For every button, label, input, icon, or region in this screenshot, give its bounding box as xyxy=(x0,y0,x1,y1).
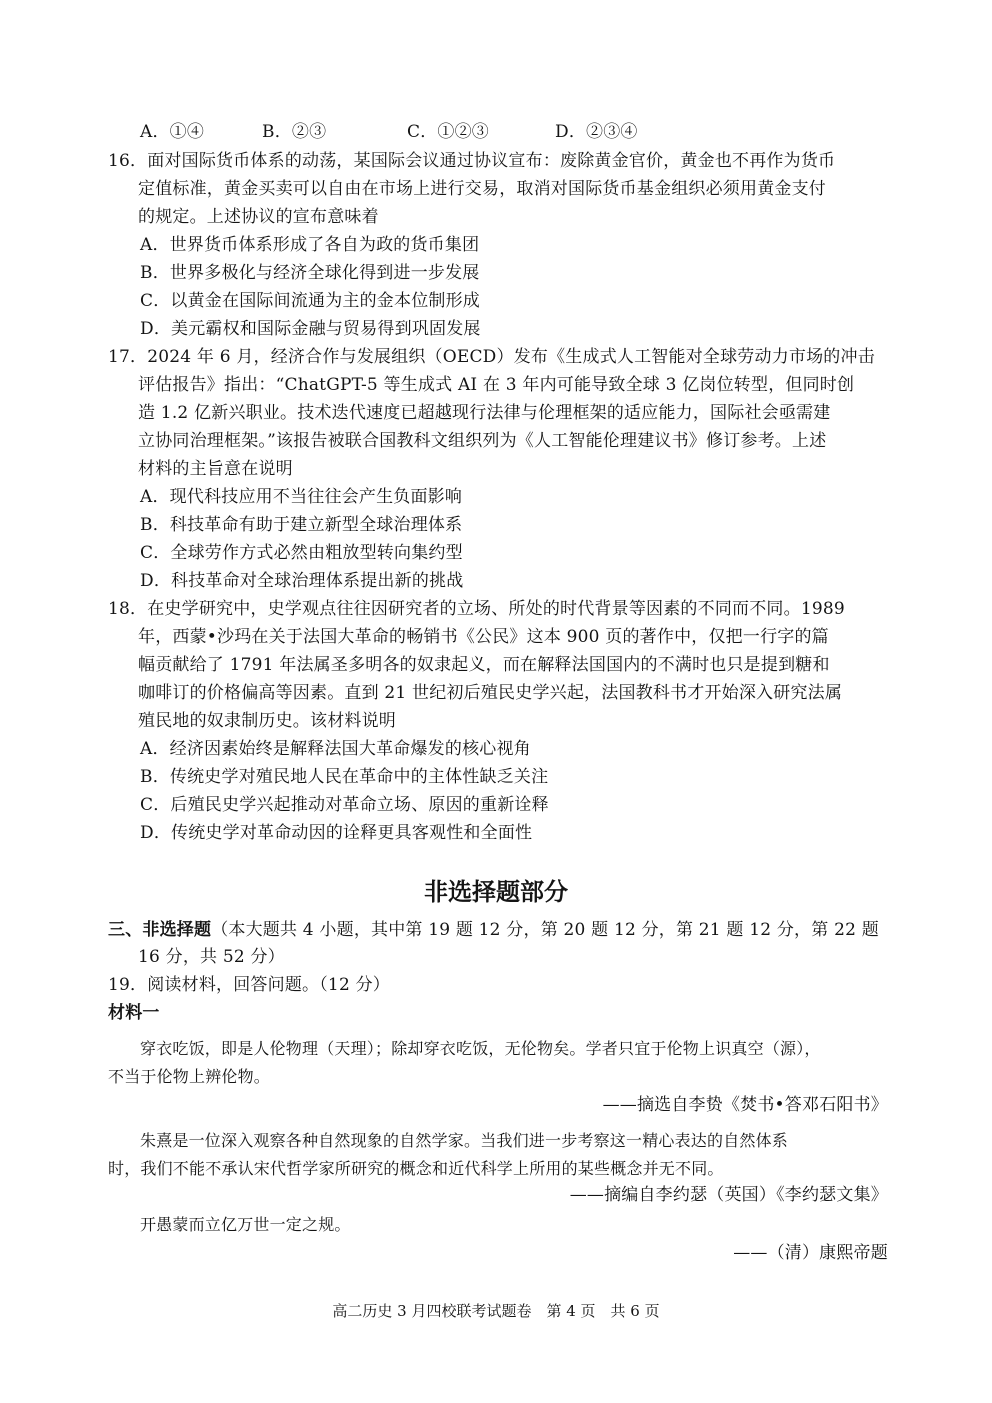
q18-stem-line-4: 咖啡订的价格偏高等因素。直到 21 世纪初后殖民史学兴起，法国教科书才开始深入研究法属 xyxy=(138,683,843,703)
q16-option-a: A．世界货币体系形成了各自为政的货币集团 xyxy=(140,235,480,255)
q16-stem-line-3: 的规定。上述协议的宣布意味着 xyxy=(138,207,379,227)
q18-stem-line-5: 殖民地的奴隶制历史。该材料说明 xyxy=(138,711,396,731)
section3-detail: （本大题共 4 小题，其中第 19 题 12 分，第 20 题 12 分，第 21 题 12 分，第 22 题 xyxy=(211,920,879,940)
q15-option-b: B．②③ xyxy=(262,122,327,142)
page-footer: 高二历史 3 月四校联考试题卷 第 4 页 共 6 页 xyxy=(332,1302,660,1320)
section3-heading: 三、非选择题 xyxy=(108,920,212,940)
q18-stem-line-2: 年，西蒙•沙玛在关于法国大革命的畅销书《公民》这本 900 页的著作中，仅把一行字的篇 xyxy=(138,627,829,647)
section-title: 非选择题部分 xyxy=(424,878,568,906)
q17-option-a: A．现代科技应用不当往往会产生负面影响 xyxy=(140,487,463,507)
q16-option-c: C．以黄金在国际间流通为主的金本位制形成 xyxy=(140,291,481,311)
q18-option-a: A．经济因素始终是解释法国大革命爆发的核心视角 xyxy=(140,739,531,759)
material-3-line: 开愚蒙而立亿万世一定之规。 xyxy=(140,1215,351,1234)
q16-stem-line-1: 16．面对国际货币体系的动荡，某国际会议通过协议宣布：废除黄金官价，黄金也不再作为货币 xyxy=(108,151,836,171)
section3-heading-line xyxy=(108,919,879,941)
q18-option-c: C．后殖民史学兴起推动对革命立场、原因的重新诠释 xyxy=(140,795,549,815)
material-3-source: ——（清）康熙帝题 xyxy=(733,1243,888,1263)
q15-options xyxy=(140,121,638,143)
material-1-line-2: 不当于伦物上辨伦物。 xyxy=(108,1067,271,1086)
q16-option-b: B．世界多极化与经济全球化得到进一步发展 xyxy=(140,263,480,283)
material-2-line-1: 朱熹是一位深入观察各种自然现象的自然学家。当我们进一步考察这一精心表达的自然体系 xyxy=(140,1131,789,1150)
q19-prompt: 19．阅读材料，回答问题。（12 分） xyxy=(108,975,390,995)
q16-option-d: D．美元霸权和国际金融与贸易得到巩固发展 xyxy=(140,319,481,339)
q17-option-b: B．科技革命有助于建立新型全球治理体系 xyxy=(140,515,463,535)
q17-stem-line-2: 评估报告》指出：“ChatGPT-5 等生成式 AI 在 3 年内可能导致全球 3 亿岗位转型，但同时创 xyxy=(138,375,855,395)
material-2-source: ——摘编自李约瑟（英国）《李约瑟文集》 xyxy=(569,1185,888,1205)
material-2-line-2: 时，我们不能不承认宋代哲学家所研究的概念和近代科学上所用的某些概念并无不同。 xyxy=(108,1159,724,1178)
q17-stem-line-3: 造 1.2 亿新兴职业。技术迭代速度已超越现行法律与伦理框架的适应能力，国际社会亟需建 xyxy=(138,403,831,423)
q17-stem-line-1: 17．2024 年 6 月，经济合作与发展组织（OECD）发布《生成式人工智能对全球劳动力市场的冲击 xyxy=(108,347,875,367)
q17-stem-line-4: 立协同治理框架。”该报告被联合国教科文组织列为《人工智能伦理建议书》修订参考。上述 xyxy=(138,431,827,451)
material-1-source: ——摘选自李贽《焚书•答邓石阳书》 xyxy=(602,1095,888,1115)
q18-stem-line-3: 幅贡献给了 1791 年法属圣多明各的奴隶起义，而在解释法国国内的不满时也只是提到糖和 xyxy=(138,655,830,675)
q15-option-d: D．②③④ xyxy=(555,122,638,142)
q18-option-b: B．传统史学对殖民地人民在革命中的主体性缺乏关注 xyxy=(140,767,549,787)
q17-stem-line-5: 材料的主旨意在说明 xyxy=(138,459,293,479)
q15-option-a: A．①④ xyxy=(140,122,205,142)
material-1-line-1: 穿衣吃饭，即是人伦物理（天理）；除却穿衣吃饭，无伦物矣。学者只宜于伦物上识真空（源）， xyxy=(140,1039,821,1058)
q16-stem-line-2: 定值标准，黄金买卖可以自由在市场上进行交易，取消对国际货币基金组织必须用黄金支付 xyxy=(138,179,826,199)
section3-detail-2: 16 分，共 52 分） xyxy=(138,947,285,967)
q17-option-d: D．科技革命对全球治理体系提出新的挑战 xyxy=(140,571,464,591)
material-1-label: 材料一 xyxy=(108,1003,160,1023)
q17-option-c: C．全球劳作方式必然由粗放型转向集约型 xyxy=(140,543,463,563)
q18-stem-line-1: 18．在史学研究中，史学观点往往因研究者的立场、所处的时代背景等因素的不同而不同。1989 xyxy=(108,599,845,619)
q18-option-d: D．传统史学对革命动因的诠释更具客观性和全面性 xyxy=(140,823,533,843)
q15-option-c: C．①②③ xyxy=(407,122,490,142)
